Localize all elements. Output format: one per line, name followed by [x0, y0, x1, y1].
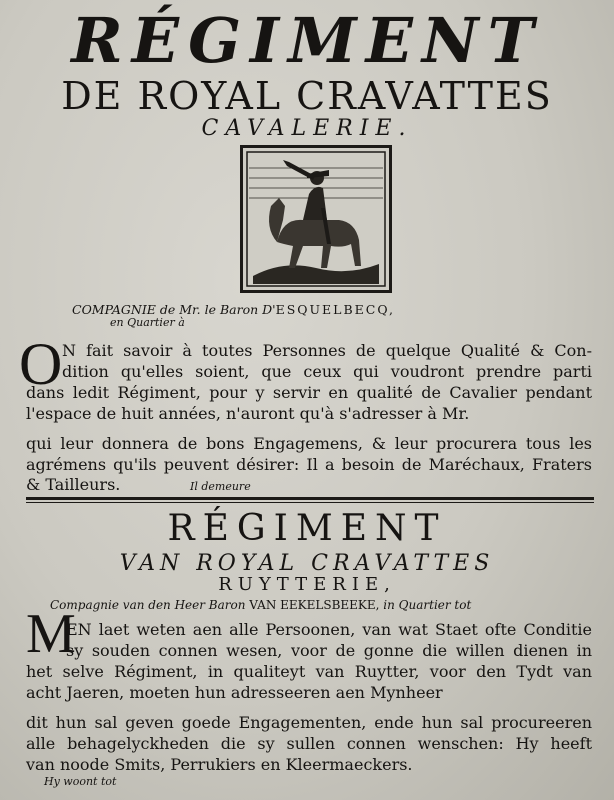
- french-branch: CAVALERIE.: [201, 116, 413, 141]
- trumpeter-on-horseback-icon: [243, 148, 389, 290]
- french-dropcap: O: [19, 331, 63, 397]
- french-subtitle: DE ROYAL CRAVATTES: [61, 74, 553, 118]
- dutch-line-4: acht Jaeren, moeten hun adresseeren aen Mynheer: [26, 683, 443, 702]
- dutch-company-suffix: in Quartier tot: [383, 598, 472, 612]
- dutch-line-1: EN laet weten aen alle Persoonen, van wat Staet ofte Conditie: [66, 620, 592, 639]
- dutch-title: RÉGIMENT: [167, 508, 447, 549]
- french-line-2: dition qu'elles soient, que ceux qui voudront prendre parti: [62, 362, 592, 381]
- french-company-name: ESQUELBECQ,: [275, 302, 395, 317]
- french-company-line: [72, 302, 395, 317]
- dutch-line-7: van noode Smits, Perrukiers en Kleermaeckers.: [26, 755, 413, 774]
- dutch-woont: Hy woont tot: [44, 775, 117, 788]
- dutch-line-6: alle behagelyckheden die sy sullen connen wenschen: Hy heeft: [26, 734, 592, 753]
- dutch-line-2: sy souden connen wesen, voor de gonne die willen dienen in: [66, 641, 592, 660]
- french-line-4: l'espace de huit années, n'auront qu'à s'adresser à Mr.: [26, 404, 470, 423]
- french-title: RÉGIMENT: [71, 4, 543, 77]
- dutch-subtitle: VAN ROYAL CRAVATTES: [119, 551, 495, 576]
- french-line-3: dans ledit Régiment, pour y servir en qualité de Cavalier pendant: [26, 383, 592, 402]
- french-quartier: en Quartier à: [110, 316, 185, 329]
- french-line-1: N fait savoir à toutes Personnes de quelque Qualité & Con-: [62, 341, 592, 360]
- section-divider-thick: [26, 497, 594, 500]
- french-company-prefix: COMPAGNIE de Mr. le Baron D': [72, 302, 276, 317]
- dutch-company-line: [50, 598, 471, 612]
- dutch-line-5: dit hun sal geven goede Engagementen, ende hun sal procureeren: [26, 713, 592, 732]
- dutch-company-prefix: Compagnie van den Heer Baron: [50, 598, 246, 612]
- french-line-5: qui leur donnera de bons Engagemens, & leur procurera tous les: [26, 434, 592, 453]
- dutch-branch: RUYTTERIE,: [218, 574, 396, 595]
- dutch-company-name: VAN EEKELSBEEKE,: [249, 598, 380, 612]
- woodcut-frame: [240, 145, 392, 293]
- french-line-7: & Tailleurs.: [26, 475, 121, 494]
- french-line-6: agrémens qu'ils peuvent désirer: Il a besoin de Maréchaux, Fraters: [26, 455, 592, 474]
- french-demeure: Il demeure: [190, 480, 251, 493]
- dutch-dropcap: M: [26, 603, 76, 665]
- section-divider-thin: [26, 502, 594, 503]
- dutch-line-3: het selve Régiment, in qualiteyt van Ruytter, voor den Tydt van: [26, 662, 592, 681]
